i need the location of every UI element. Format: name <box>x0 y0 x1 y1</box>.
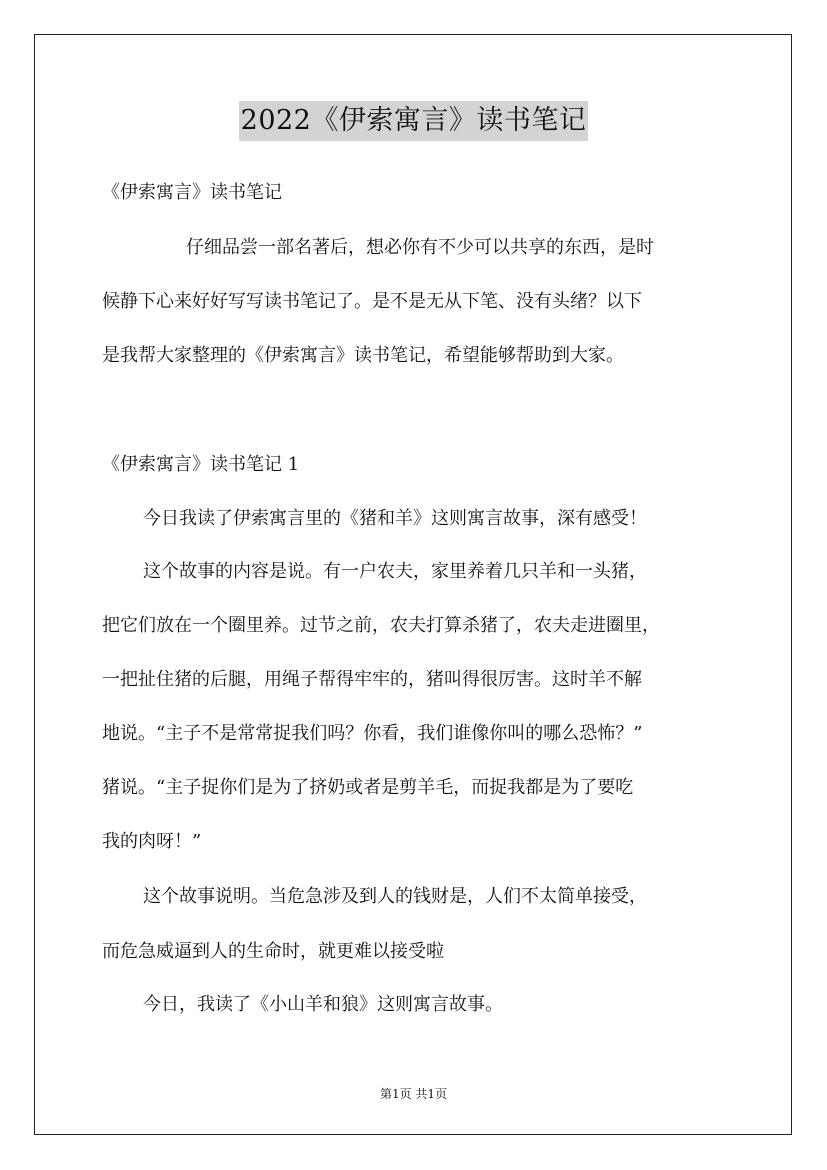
paragraph-line: 而危急威逼到人的生命时，就更难以接受啦 <box>102 941 444 962</box>
paragraph-line: 这个故事的内容是说。有一户农夫，家里养着几只羊和一头猪， <box>143 561 647 582</box>
paragraph-line: 今日，我读了《小山羊和狼》这则寓言故事。 <box>143 994 503 1015</box>
page-footer: 第1页 共1页 <box>379 1087 448 1101</box>
paragraph-line: 猪说。“主子捉你们是为了挤奶或者是剪羊毛，而捉我都是为了要吃 <box>102 777 634 798</box>
paragraph-line: 把它们放在一个圈里养。过节之前，农夫打算杀猪了，农夫走进圈里， <box>102 615 660 636</box>
paragraph-line: 仔细品尝一部名著后，想必你有不少可以共享的东西，是时 <box>186 237 654 258</box>
subtitle-line: 《伊索寓言》读书笔记 <box>102 182 282 203</box>
paragraph-line: 候静下心来好好写写读书笔记了。是不是无从下笔、没有头绪？以下 <box>102 291 642 312</box>
paragraph-line: 是我帮大家整理的《伊索寓言》读书笔记，希望能够帮助到大家。 <box>102 345 624 366</box>
paragraph-line: 我的肉呀！” <box>102 831 202 852</box>
document-title: 2022《伊索寓言》读书笔记 <box>239 101 589 141</box>
section-heading: 《伊索寓言》读书笔记 1 <box>102 454 300 475</box>
paragraph-line: 这个故事说明。当危急涉及到人的钱财是，人们不太简单接受， <box>143 886 647 907</box>
paragraph-line: 一把扯住猪的后腿，用绳子帮得牢牢的，猪叫得很厉害。这时羊不解 <box>102 669 642 690</box>
title-container <box>0 101 827 141</box>
paragraph-line: 今日我读了伊索寓言里的《猪和羊》这则寓言故事，深有感受！ <box>143 508 647 529</box>
paragraph-line: 地说。“主子不是常常捉我们吗？你看，我们谁像你叫的哪么恐怖？” <box>102 723 643 744</box>
